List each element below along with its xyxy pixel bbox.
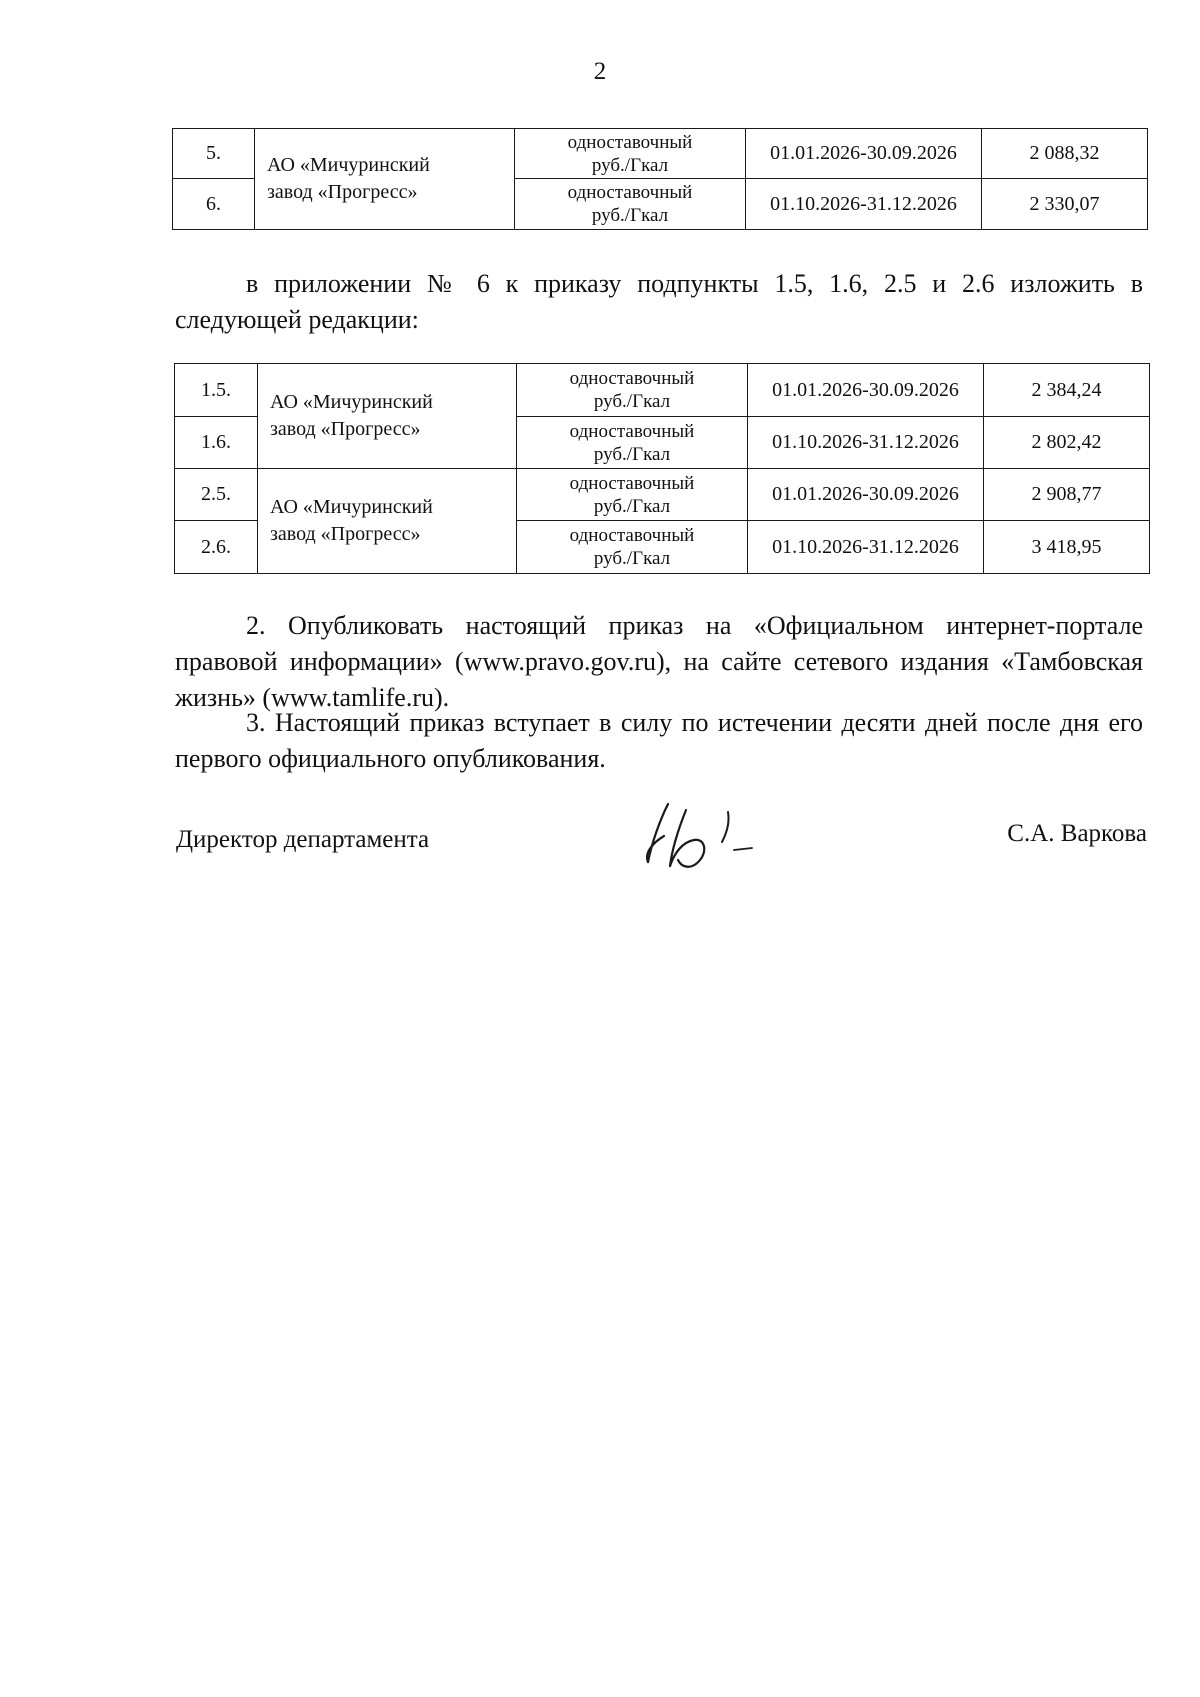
period-cell: 01.01.2026-30.09.2026 (746, 129, 982, 179)
tariff-value: 2 802,42 (984, 417, 1150, 469)
row-number: 6. (173, 179, 255, 230)
tariff-value: 2 908,77 (984, 469, 1150, 521)
rate-cell (515, 129, 746, 179)
rate-unit: руб./Гкал (593, 391, 671, 412)
rate-type: одноставочный (569, 525, 695, 546)
rate-type: одноставочный (567, 182, 693, 203)
tariff-value: 2 330,07 (982, 179, 1148, 230)
row-number: 2.6. (175, 521, 258, 574)
table-row (175, 469, 1150, 521)
rate-type: одноставочный (569, 472, 695, 494)
effective-date-paragraph: 3. Настоящий приказ вступает в силу по истечении десяти дней после дня его первого официального опубликования. (175, 708, 1143, 773)
rate-type: одноставочный (569, 420, 695, 442)
organization-cell (258, 364, 517, 469)
signatory-title: Директор департамента (176, 826, 430, 853)
amendment-paragraph: в приложении № 6 к приказу подпункты 1.5, 1.6, 2.5 и 2.6 изложить в следующей редакции: (175, 269, 1143, 334)
page-number: 2 (593, 58, 607, 85)
tariff-table-2 (174, 363, 1150, 574)
table-row (173, 129, 1148, 179)
rate-cell (517, 521, 748, 574)
rate-cell (517, 364, 748, 417)
signatory-name: С.А. Варкова (1007, 820, 1147, 847)
row-number: 1.5. (175, 364, 258, 417)
period-cell: 01.10.2026-31.12.2026 (746, 179, 982, 230)
rate-cell (515, 179, 746, 230)
organization-name-line-2: завод «Прогресс» (270, 418, 421, 440)
rate-unit: руб./Гкал (593, 495, 671, 517)
tariff-value: 2 384,24 (984, 364, 1150, 417)
rate-type: одноставочный (569, 368, 695, 389)
tariff-value: 2 088,32 (982, 129, 1148, 179)
table-row (175, 364, 1150, 417)
period-cell: 01.10.2026-31.12.2026 (748, 417, 984, 469)
rate-unit: руб./Гкал (591, 154, 669, 176)
organization-name-line-1: АО «Мичуринский (267, 154, 430, 176)
tariff-table-1 (172, 128, 1148, 230)
rate-cell (517, 417, 748, 469)
row-number: 2.5. (175, 469, 258, 521)
period-cell: 01.01.2026-30.09.2026 (748, 469, 984, 521)
organization-cell (255, 129, 515, 230)
rate-unit: руб./Гкал (593, 443, 671, 465)
row-number: 1.6. (175, 417, 258, 469)
tariff-value: 3 418,95 (984, 521, 1150, 574)
organization-name-line-1: АО «Мичуринский (270, 391, 433, 413)
organization-name-line-1: АО «Мичуринский (270, 496, 433, 518)
row-number: 5. (173, 129, 255, 179)
publication-paragraph: 2. Опубликовать настоящий приказ на «Официальном интернет-портале правовой информации» (www.pravo.gov.ru), на сайте сетевого издания «Тамбовская жизнь» (www.tamlife.ru). (175, 611, 1143, 712)
handwritten-signature (630, 790, 780, 890)
rate-unit: руб./Гкал (591, 205, 669, 226)
period-cell: 01.10.2026-31.12.2026 (748, 521, 984, 574)
rate-type: одноставочный (567, 131, 693, 153)
rate-unit: руб./Гкал (593, 548, 671, 569)
period-cell: 01.01.2026-30.09.2026 (748, 364, 984, 417)
organization-cell (258, 469, 517, 574)
rate-cell (517, 469, 748, 521)
organization-name-line-2: завод «Прогресс» (270, 523, 421, 545)
organization-name-line-2: завод «Прогресс» (267, 181, 418, 203)
